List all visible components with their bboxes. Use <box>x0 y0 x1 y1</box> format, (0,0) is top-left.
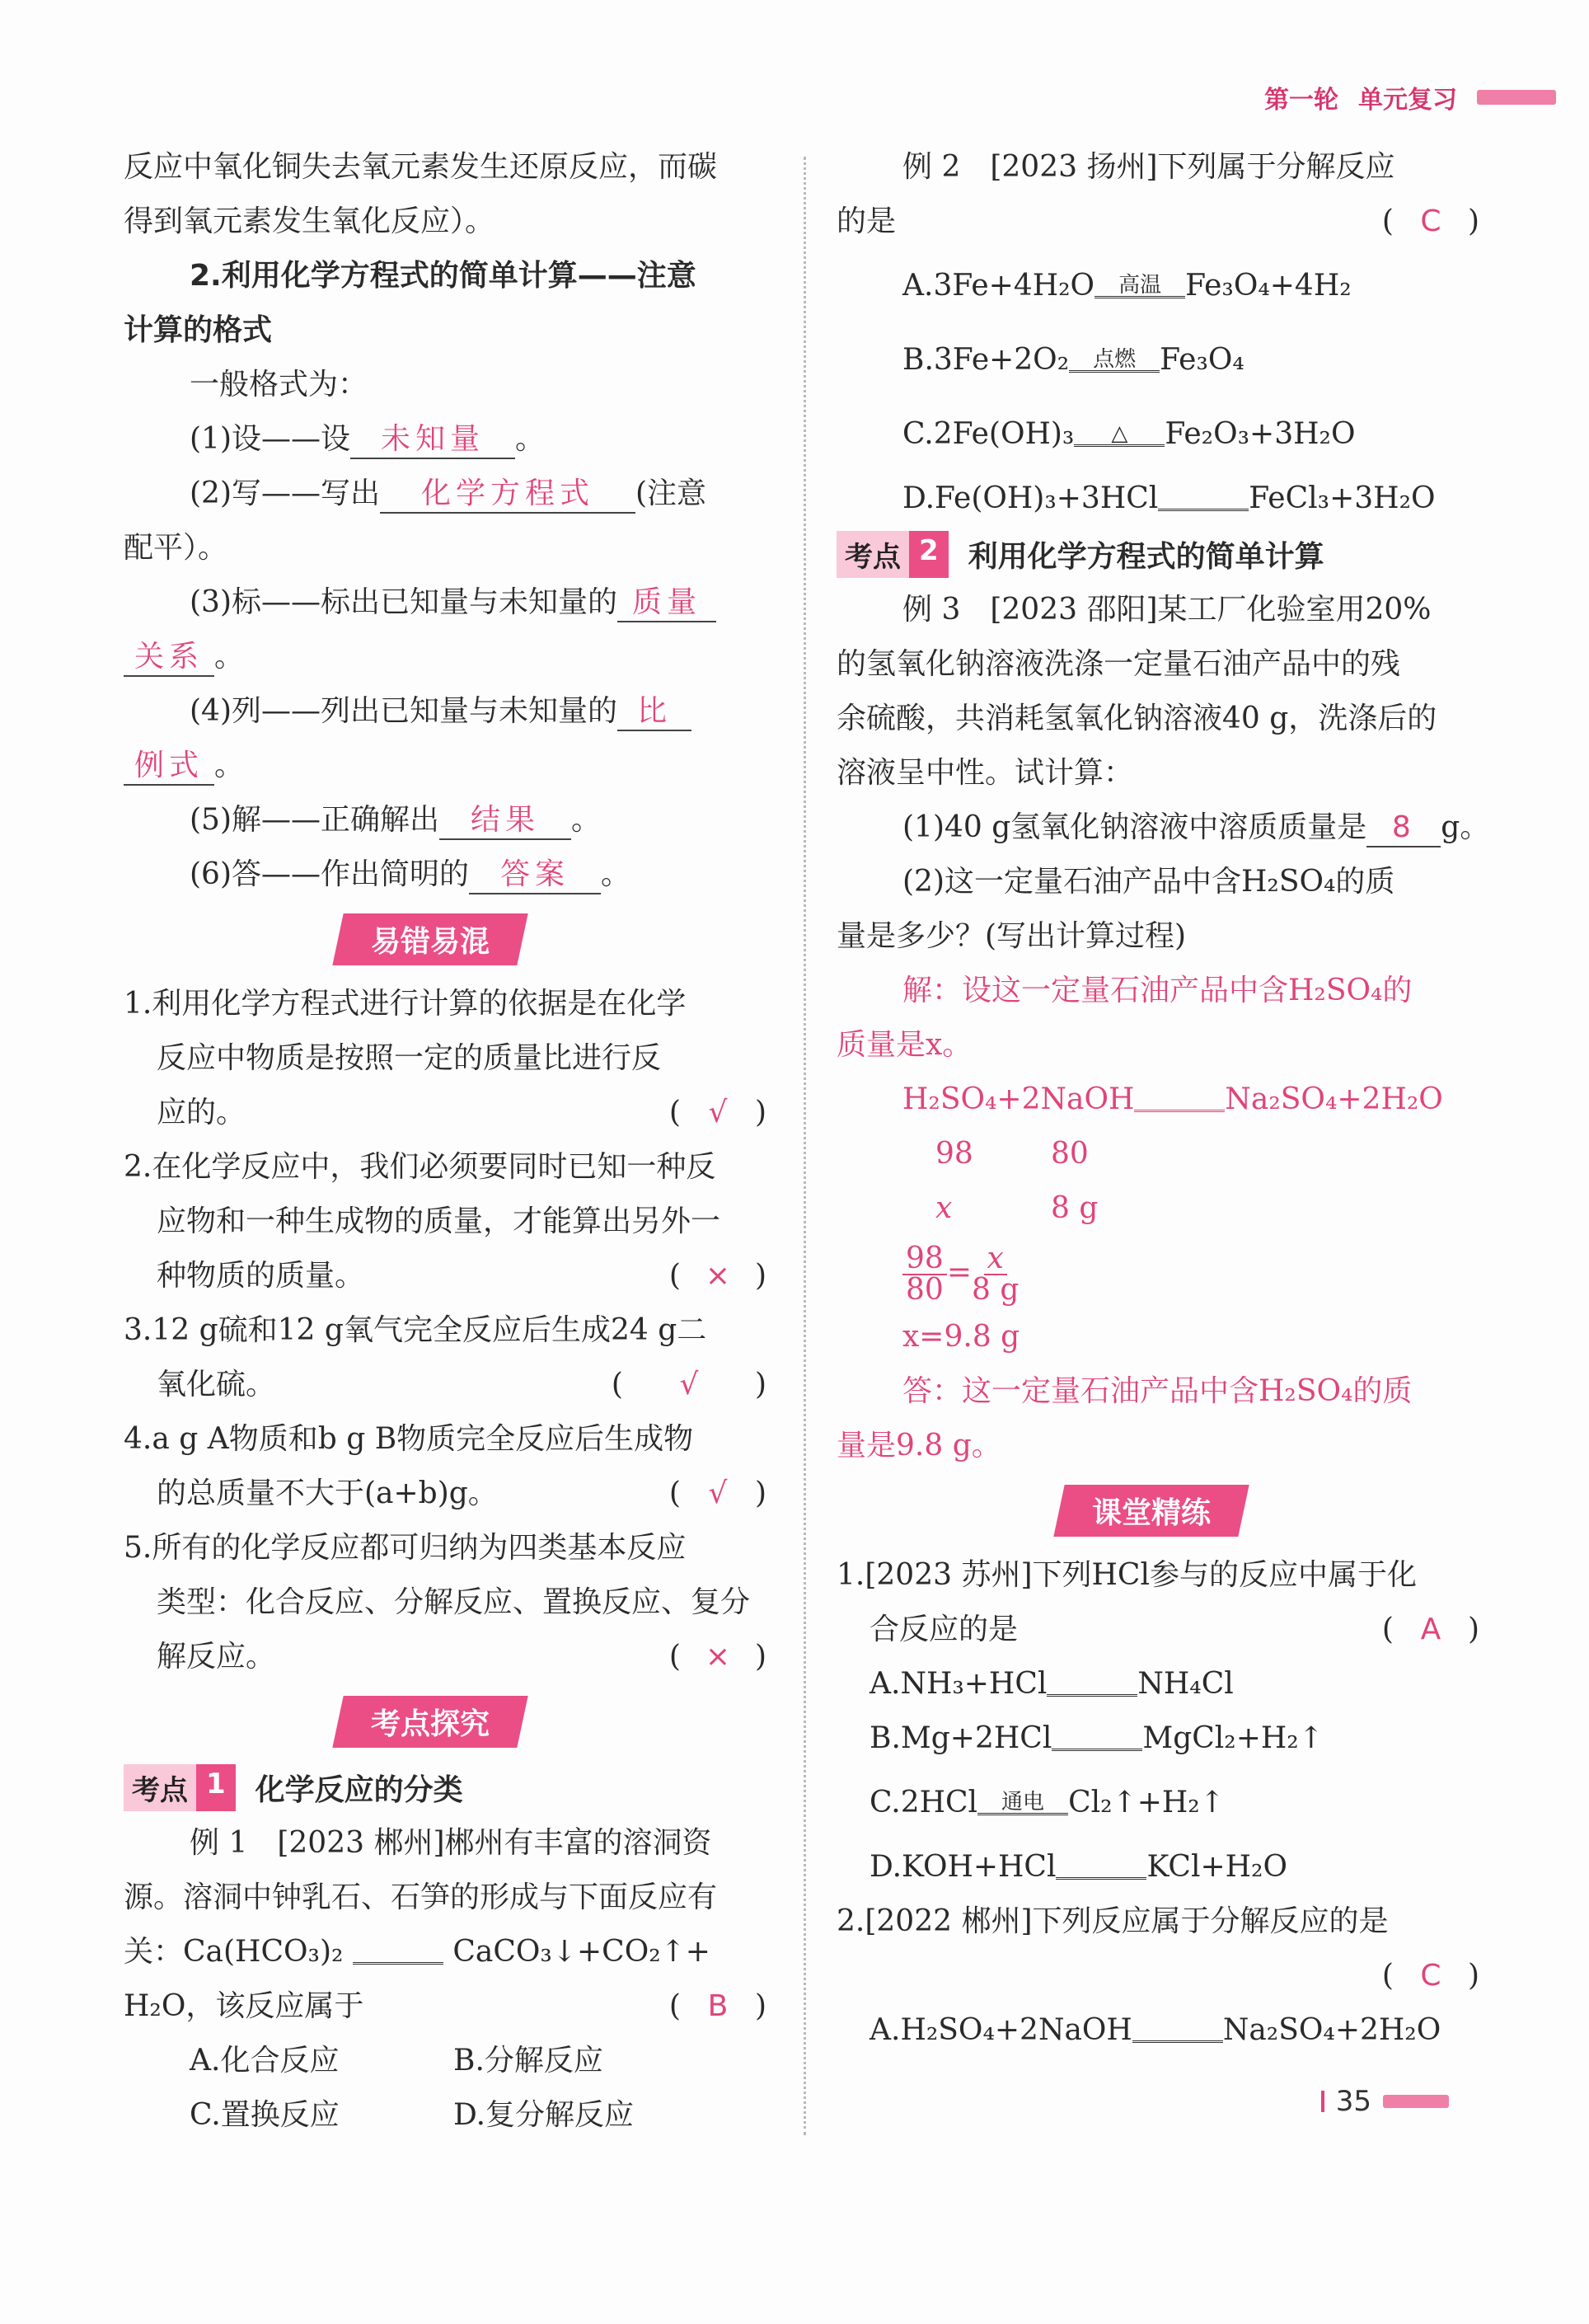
solution-line: 质量是x。 <box>837 1028 973 1062</box>
question-line: 解反应。 ( × ) <box>124 1630 775 1684</box>
question-line: 类型：化合反应、分解反应、置换反应、复分 <box>157 1585 751 1619</box>
choice-answer: C <box>1420 1959 1441 1993</box>
solution-line: 量是9.8 g。 <box>837 1429 1001 1462</box>
kaodian-title: 化学反应的分类 <box>255 1773 463 1807</box>
question-line: 4.a g A物质和b g B物质完全反应后生成物 <box>124 1422 694 1456</box>
step-end: 。 <box>214 640 245 674</box>
option-b: B.3Fe+2O₂ 点燃 Fe₃O₄ <box>902 343 1244 377</box>
question-line: 合反应的是 ( A ) <box>837 1603 1488 1657</box>
option-c: C.2HCl 通电 Cl₂↑+H₂↑ <box>869 1786 1225 1819</box>
step-end: 。 <box>571 803 602 837</box>
solution-equation: H₂SO₄+2NaOH Na₂SO₄+2H₂O <box>902 1082 1443 1116</box>
option-d: D.复分解反应 <box>453 2098 635 2132</box>
option-a: A.NH₃+HCl NH₄Cl <box>869 1667 1234 1701</box>
options-row <box>124 2088 775 2143</box>
footer-bar <box>1383 2095 1449 2108</box>
page-header <box>1264 79 1556 115</box>
example-question: 量是多少？(写出计算过程) <box>837 919 1187 953</box>
page-number <box>1321 2085 1449 2118</box>
choice-answer: B <box>707 1989 729 2023</box>
question-line: 应物和一种生成物的质量，才能算出另外一 <box>157 1204 721 1238</box>
step-1 <box>124 412 775 467</box>
page-marker <box>1321 2091 1324 2112</box>
text-line: 一般格式为： <box>190 368 368 401</box>
option-a: A.3Fe+4H₂O 高温 Fe₃O₄+4H₂ <box>902 269 1352 303</box>
example-line: 的氢氧化钠溶液洗涤一定量石油产品中的残 <box>837 647 1401 681</box>
option-b: B.分解反应 <box>453 2044 603 2078</box>
option-d: D.KOH+HCl KCl+H₂O <box>869 1850 1287 1884</box>
option-a: A.化合反应 <box>190 2044 340 2078</box>
step-text: (2)写——写出 <box>190 477 380 510</box>
judge-answer: × <box>705 1259 731 1293</box>
step-text: (4)列——列出已知量与未知量的 <box>190 694 617 728</box>
step-text: (5)解——正确解出 <box>190 803 439 837</box>
question-line: 氧化硫。 ( √ ) <box>124 1358 775 1412</box>
section-banner: 考点探究 <box>332 1696 527 1748</box>
kaodian-heading <box>837 531 1488 578</box>
question-line: 2.[2022 郴州]下列反应属于分解反应的是 <box>837 1904 1389 1938</box>
header-subtitle: 单元复习 <box>1358 86 1457 115</box>
example-line: 例 2 [2023 扬州]下列属于分解反应 <box>902 150 1395 184</box>
example-question: (2)这一定量石油产品中含H₂SO₄的质 <box>902 865 1395 899</box>
options-row <box>124 2034 775 2088</box>
answer-blank: 8 <box>1366 810 1441 847</box>
example-equation: 关：Ca(HCO₃)₂ CaCO₃↓+CO₂↑+ <box>124 1935 710 1969</box>
question-line: 1.利用化学方程式进行计算的依据是在化学 <box>124 987 687 1021</box>
kaodian-badge: 考点 1 <box>124 1764 236 1811</box>
solution-line: x=9.8 g <box>902 1320 1020 1354</box>
solution-line: x 8 g <box>935 1191 1099 1225</box>
answer-blank: 化学方程式 <box>380 476 635 514</box>
question-line: 种物质的质量。 ( × ) <box>124 1249 775 1303</box>
section-heading: 计算的格式 <box>124 313 273 347</box>
option-c: C.2Fe(OH)₃ △ Fe₂O₃+3H₂O <box>902 417 1356 451</box>
page-number-text: 35 <box>1335 2085 1371 2118</box>
option-c: C.置换反应 <box>190 2098 340 2132</box>
option-b: B.Mg+2HCl MgCl₂+H₂↑ <box>869 1721 1324 1755</box>
question-line: 5.所有的化学反应都可归纳为四类基本反应 <box>124 1531 687 1565</box>
option-a: A.H₂SO₄+2NaOH Na₂SO₄+2H₂O <box>869 2013 1441 2047</box>
question-line: 的总质量不大于(a+b)g。 ( √ ) <box>124 1467 775 1521</box>
answer-blank: 未知量 <box>350 421 515 459</box>
text-line: 配平）。 <box>124 531 228 565</box>
left-column <box>124 140 775 2143</box>
example-line: 的是 ( C ) <box>837 195 1488 249</box>
step-2 <box>124 467 775 521</box>
example-line: 源。溶洞中钟乳石、石笋的形成与下面反应有 <box>124 1880 718 1914</box>
right-column <box>837 140 1488 2058</box>
option-d: D.Fe(OH)₃+3HCl FeCl₃+3H₂O <box>902 481 1436 515</box>
answer-blank: 质量 <box>617 585 716 622</box>
text-line: 得到氧元素发生氧化反应）。 <box>124 204 495 238</box>
section-banner: 易错易混 <box>332 913 527 965</box>
header-bar <box>1477 90 1556 105</box>
example-line: 溶液呈中性。试计算： <box>837 756 1134 790</box>
example-line: 余硫酸，共消耗氢氧化钠溶液40 g，洗涤后的 <box>837 702 1437 735</box>
example-line: 例 3 [2023 邵阳]某工厂化验室用20% <box>902 593 1432 627</box>
kaodian-heading <box>124 1764 775 1811</box>
section-heading: 2.利用化学方程式的简单计算——注意 <box>190 259 696 293</box>
step-end: 。 <box>515 422 546 456</box>
judge-answer: × <box>705 1640 731 1674</box>
judge-answer: √ <box>708 1096 728 1129</box>
choice-answer: A <box>1420 1613 1441 1646</box>
example-line: H₂O，该反应属于 ( B ) <box>124 1979 775 2034</box>
section-banner: 课堂精练 <box>1053 1485 1249 1537</box>
question-line: ( C ) <box>837 1949 1488 2003</box>
step-6 <box>124 847 775 902</box>
question-line: 应的。 ( √ ) <box>124 1086 775 1140</box>
step-text: (1)设——设 <box>190 422 350 456</box>
kaodian-title: 利用化学方程式的简单计算 <box>968 540 1324 574</box>
solution-line: 答：这一定量石油产品中含H₂SO₄的质 <box>902 1374 1413 1408</box>
header-title: 第一轮 <box>1264 86 1338 115</box>
question-line: 2.在化学反应中，我们必须要同时已知一种反 <box>124 1150 716 1184</box>
answer-blank: 比 <box>617 693 691 731</box>
example-question: (1)40 g氢氧化钠溶液中溶质质量是 8 g。 <box>837 800 1488 855</box>
column-divider <box>804 157 806 2135</box>
step-end: 。 <box>214 749 245 782</box>
judge-answer: √ <box>679 1368 699 1401</box>
question-line: 3.12 g硫和12 g氧气完全反应后生成24 g二 <box>124 1313 707 1347</box>
solution-line: 解：设这一定量石油产品中含H₂SO₄的 <box>902 974 1413 1007</box>
judge-answer: √ <box>708 1477 728 1510</box>
kaodian-badge: 考点 2 <box>837 531 949 578</box>
example-line: 例 1 [2023 郴州]郴州有丰富的溶洞资 <box>190 1826 712 1860</box>
step-5 <box>124 793 775 847</box>
step-end: 。 <box>601 857 631 891</box>
answer-blank: 答案 <box>469 857 601 894</box>
step-3-cont <box>124 630 775 684</box>
step-end: (注意 <box>635 477 707 510</box>
text-line: 反应中氧化铜失去氧元素发生还原反应，而碳 <box>124 150 718 184</box>
choice-answer: C <box>1420 204 1441 238</box>
answer-blank: 关系 <box>124 639 214 677</box>
question-line: 1.[2023 苏州]下列HCl参与的反应中属于化 <box>837 1558 1417 1592</box>
step-text: (6)答——作出简明的 <box>190 857 469 891</box>
step-3 <box>124 575 775 630</box>
step-4 <box>124 684 775 739</box>
question-line: 反应中物质是按照一定的质量比进行反 <box>157 1041 662 1075</box>
solution-proportion: $\frac{98}{80}$ = $\frac{x}{8 g}$ <box>837 1236 1488 1310</box>
step-text: (3)标——标出已知量与未知量的 <box>190 585 617 619</box>
answer-blank: 结果 <box>439 802 571 840</box>
solution-line: 98 80 <box>935 1137 1089 1171</box>
step-4-cont <box>124 739 775 793</box>
answer-blank: 例式 <box>124 748 214 786</box>
